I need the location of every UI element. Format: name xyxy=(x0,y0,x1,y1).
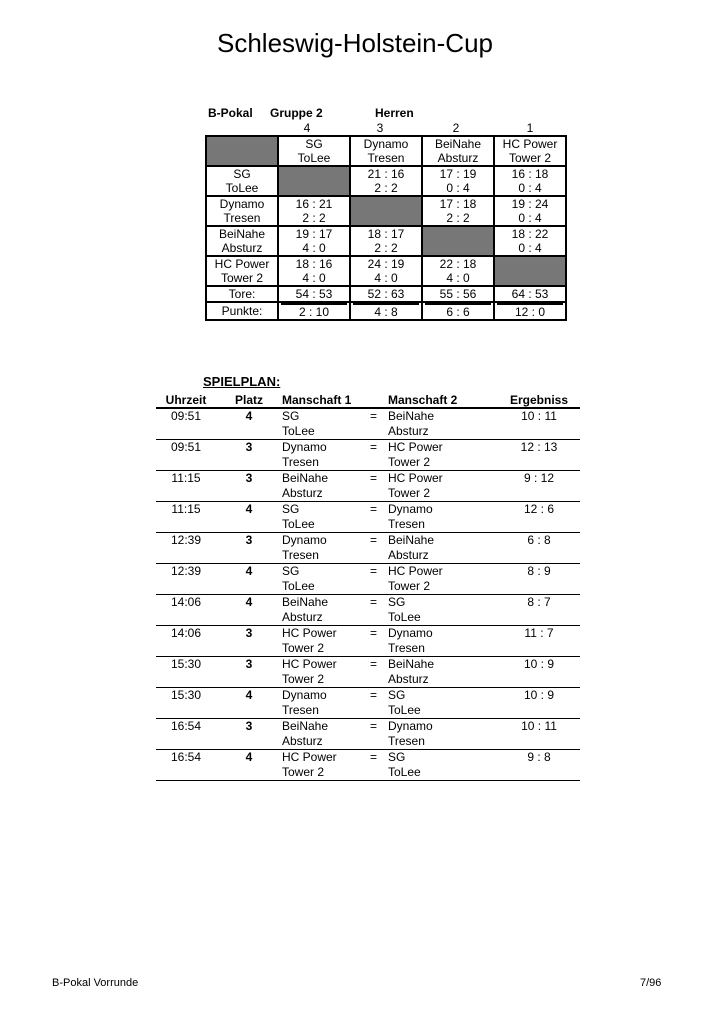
game-eq: = xyxy=(370,471,378,485)
game-time: 14:06 xyxy=(170,626,202,640)
game-team2-line1: BeiNahe xyxy=(388,657,435,671)
cell-line-1: 24 : 19 xyxy=(367,257,405,271)
self-cell xyxy=(494,256,566,286)
result-cell xyxy=(422,166,494,196)
cell-line-1: 21 : 16 xyxy=(367,167,405,181)
cell-line-1: 16 : 21 xyxy=(295,197,333,211)
result-cell xyxy=(278,256,350,286)
punkte-value xyxy=(278,302,350,320)
game-team2-line1: Dynamo xyxy=(388,719,433,733)
game-team1-line2: Tower 2 xyxy=(282,641,370,657)
game-team2-line2: Absturz xyxy=(388,672,498,688)
game-eq: = xyxy=(370,750,378,764)
cell-line-2: Tower 2 xyxy=(508,151,552,165)
cross-table xyxy=(205,135,567,321)
game-team2-line2: ToLee xyxy=(388,765,498,781)
empty-cell xyxy=(156,641,216,657)
game-row xyxy=(156,688,580,704)
footer-left: B-Pokal Vorrunde xyxy=(52,977,139,989)
cell-line-1: 22 : 18 xyxy=(439,257,477,271)
cell-line-1: Dynamo xyxy=(219,197,265,211)
game-time: 16:54 xyxy=(170,750,202,764)
game-row-cont xyxy=(156,579,580,595)
game-eq: = xyxy=(370,657,378,671)
empty-cell xyxy=(156,455,216,471)
cell-line-1: Dynamo xyxy=(363,137,409,151)
game-row-cont xyxy=(156,765,580,781)
game-eq: = xyxy=(370,626,378,640)
game-platz: 3 xyxy=(245,440,253,454)
game-row xyxy=(156,502,580,518)
game-team1-line1: SG xyxy=(282,564,300,578)
empty-cell xyxy=(370,734,388,750)
competition-label: B-Pokal xyxy=(208,106,253,120)
game-time: 16:54 xyxy=(170,719,202,733)
game-team2-line1: BeiNahe xyxy=(388,409,435,423)
empty-cell xyxy=(156,424,216,440)
self-cell xyxy=(350,196,422,226)
game-platz: 4 xyxy=(245,409,253,423)
game-result: 11 : 7 xyxy=(524,626,554,640)
result-cell xyxy=(422,196,494,226)
cell-line-2: Tresen xyxy=(367,151,405,165)
game-team1-line1: BeiNahe xyxy=(282,719,329,733)
game-time: 11:15 xyxy=(171,502,201,516)
cell-line-2: Tower 2 xyxy=(220,271,264,285)
cell-line-1: 19 : 17 xyxy=(295,227,333,241)
punkte-value xyxy=(494,302,566,320)
header-eq xyxy=(370,392,388,408)
cell-line-1: SG xyxy=(233,167,251,181)
game-platz: 3 xyxy=(245,471,253,485)
result-cell xyxy=(278,226,350,256)
tore-label: Tore: xyxy=(206,286,278,302)
cell-line-2: 2 : 2 xyxy=(302,211,326,225)
empty-cell xyxy=(156,548,216,564)
column-number: 3 xyxy=(376,121,384,135)
game-row-cont xyxy=(156,517,580,533)
game-row xyxy=(156,533,580,549)
cell-line-2: 0 : 4 xyxy=(518,241,542,255)
team-header xyxy=(494,136,566,166)
cell-line-2: 4 : 0 xyxy=(302,271,326,285)
tore-value: 55 : 56 xyxy=(422,286,494,302)
empty-cell xyxy=(216,517,282,533)
empty-cell xyxy=(370,765,388,781)
game-row xyxy=(156,626,580,642)
game-eq: = xyxy=(370,688,378,702)
column-number: 4 xyxy=(303,121,311,135)
game-team1-line1: SG xyxy=(282,409,300,423)
game-team1-line2: ToLee xyxy=(282,424,370,440)
empty-cell xyxy=(498,424,580,440)
game-platz: 3 xyxy=(245,533,253,547)
game-time: 12:39 xyxy=(170,564,202,578)
game-team1-line2: ToLee xyxy=(282,579,370,595)
game-platz: 4 xyxy=(245,564,253,578)
empty-cell xyxy=(156,517,216,533)
game-row-cont xyxy=(156,672,580,688)
punkte-label: Punkte: xyxy=(206,302,278,320)
game-row-cont xyxy=(156,486,580,502)
cell-line-2: 4 : 0 xyxy=(374,271,398,285)
game-result: 8 : 9 xyxy=(527,564,551,578)
game-team2-line2: Tower 2 xyxy=(388,486,498,502)
game-platz: 3 xyxy=(245,719,253,733)
game-result: 9 : 8 xyxy=(527,750,551,764)
cell-line-1: 18 : 22 xyxy=(511,227,549,241)
punkte-value xyxy=(350,302,422,320)
empty-cell xyxy=(216,672,282,688)
game-team1-line2: Absturz xyxy=(282,610,370,626)
cell-line-1: BeiNahe xyxy=(434,137,482,151)
game-team2-line2: Tresen xyxy=(388,734,498,750)
game-platz: 4 xyxy=(245,688,253,702)
game-result: 10 : 11 xyxy=(521,409,557,423)
result-cell xyxy=(350,226,422,256)
game-team2-line1: SG xyxy=(388,595,406,609)
game-team1-line1: SG xyxy=(282,502,300,516)
tore-value: 64 : 53 xyxy=(494,286,566,302)
empty-cell xyxy=(498,517,580,533)
game-row xyxy=(156,595,580,611)
game-eq: = xyxy=(370,502,378,516)
cell-line-2: 4 : 0 xyxy=(302,241,326,255)
game-team2-line2: Tower 2 xyxy=(388,579,498,595)
cell-line-2: 2 : 2 xyxy=(374,241,398,255)
game-row-cont xyxy=(156,641,580,657)
game-row-cont xyxy=(156,548,580,564)
punkte-value xyxy=(422,302,494,320)
row-team xyxy=(206,256,278,286)
empty-cell xyxy=(216,455,282,471)
row-team xyxy=(206,196,278,226)
column-number: 2 xyxy=(452,121,460,135)
game-team2-line1: SG xyxy=(388,688,406,702)
game-result: 12 : 13 xyxy=(520,440,558,454)
game-time: 12:39 xyxy=(170,533,202,547)
game-team2-line2: Absturz xyxy=(388,548,498,564)
game-team1-line1: HC Power xyxy=(282,626,337,640)
result-cell xyxy=(350,256,422,286)
game-row-cont xyxy=(156,703,580,719)
cell-line-2: 4 : 0 xyxy=(446,271,470,285)
game-row xyxy=(156,750,580,766)
game-team2-line2: Tower 2 xyxy=(388,455,498,471)
empty-cell xyxy=(498,486,580,502)
empty-cell xyxy=(370,641,388,657)
game-team1-line1: Dynamo xyxy=(282,688,327,702)
row-team xyxy=(206,226,278,256)
game-result: 9 : 12 xyxy=(523,471,555,485)
cell-line-2: 0 : 4 xyxy=(446,181,470,195)
game-result: 6 : 8 xyxy=(527,533,551,547)
game-row xyxy=(156,719,580,735)
header-result: Ergebniss xyxy=(498,392,580,408)
empty-cell xyxy=(370,548,388,564)
schedule-table xyxy=(156,392,580,781)
result-cell xyxy=(494,226,566,256)
game-row xyxy=(156,657,580,673)
self-cell xyxy=(422,226,494,256)
punkte-text: 2 : 10 xyxy=(281,303,347,319)
empty-cell xyxy=(370,424,388,440)
game-row xyxy=(156,440,580,456)
game-team2-line2: ToLee xyxy=(388,610,498,626)
result-cell xyxy=(422,256,494,286)
row-team xyxy=(206,166,278,196)
cell-line-1: 16 : 18 xyxy=(511,167,549,181)
game-time: 09:51 xyxy=(170,440,202,454)
cell-line-2: Absturz xyxy=(221,241,263,255)
game-platz: 4 xyxy=(245,595,253,609)
game-team1-line2: Absturz xyxy=(282,734,370,750)
cell-line-2: 0 : 4 xyxy=(518,181,542,195)
game-team1-line1: BeiNahe xyxy=(282,471,329,485)
category-label: Herren xyxy=(375,106,414,120)
empty-cell xyxy=(216,579,282,595)
punkte-text: 4 : 8 xyxy=(353,303,419,319)
game-result: 10 : 9 xyxy=(523,688,555,702)
game-eq: = xyxy=(370,440,378,454)
game-team1-line2: Tower 2 xyxy=(282,765,370,781)
empty-cell xyxy=(156,765,216,781)
tore-value: 54 : 53 xyxy=(278,286,350,302)
game-team1-line2: Tresen xyxy=(282,548,370,564)
corner-cell xyxy=(206,136,278,166)
cell-line-1: SG xyxy=(305,137,323,151)
empty-cell xyxy=(498,734,580,750)
game-row-cont xyxy=(156,424,580,440)
empty-cell xyxy=(216,610,282,626)
empty-cell xyxy=(156,579,216,595)
game-eq: = xyxy=(370,564,378,578)
game-team2-line2: Absturz xyxy=(388,424,498,440)
game-time: 11:15 xyxy=(171,471,201,485)
empty-cell xyxy=(498,579,580,595)
empty-cell xyxy=(370,455,388,471)
game-team2-line1: HC Power xyxy=(388,471,443,485)
game-team1-line1: HC Power xyxy=(282,657,337,671)
game-eq: = xyxy=(370,533,378,547)
game-eq: = xyxy=(370,595,378,609)
cell-line-1: 17 : 19 xyxy=(439,167,477,181)
empty-cell xyxy=(498,455,580,471)
game-team2-line1: HC Power xyxy=(388,440,443,454)
cell-line-2: Tresen xyxy=(223,211,261,225)
empty-cell xyxy=(216,765,282,781)
empty-cell xyxy=(156,703,216,719)
game-team1-line2: Absturz xyxy=(282,486,370,502)
cell-line-2: 2 : 2 xyxy=(374,181,398,195)
game-eq: = xyxy=(370,409,378,423)
game-team1-line2: ToLee xyxy=(282,517,370,533)
cross-header-row xyxy=(206,136,566,166)
game-team1-line2: Tresen xyxy=(282,703,370,719)
game-row xyxy=(156,564,580,580)
tore-value: 52 : 63 xyxy=(350,286,422,302)
empty-cell xyxy=(498,703,580,719)
empty-cell xyxy=(370,517,388,533)
team-header xyxy=(350,136,422,166)
game-row-cont xyxy=(156,610,580,626)
cell-line-1: HC Power xyxy=(214,257,270,271)
result-cell xyxy=(350,166,422,196)
empty-cell xyxy=(156,610,216,626)
game-platz: 4 xyxy=(245,750,253,764)
game-team2-line1: BeiNahe xyxy=(388,533,435,547)
game-team1-line1: HC Power xyxy=(282,750,337,764)
game-team2-line2: Tresen xyxy=(388,517,498,533)
group-label: Gruppe 2 xyxy=(270,106,323,120)
game-team2-line1: Dynamo xyxy=(388,502,433,516)
result-cell xyxy=(494,166,566,196)
game-time: 14:06 xyxy=(170,595,202,609)
cell-line-2: 0 : 4 xyxy=(518,211,542,225)
game-platz: 3 xyxy=(245,657,253,671)
cross-row xyxy=(206,256,566,286)
game-time: 15:30 xyxy=(170,657,202,671)
empty-cell xyxy=(498,610,580,626)
empty-cell xyxy=(216,486,282,502)
team-header xyxy=(278,136,350,166)
page-number: 7/96 xyxy=(640,977,662,989)
empty-cell xyxy=(156,734,216,750)
cross-row xyxy=(206,196,566,226)
empty-cell xyxy=(156,486,216,502)
game-team2-line1: Dynamo xyxy=(388,626,433,640)
cross-row xyxy=(206,166,566,196)
empty-cell xyxy=(216,734,282,750)
game-team1-line2: Tower 2 xyxy=(282,672,370,688)
result-cell xyxy=(278,196,350,226)
cell-line-1: 18 : 17 xyxy=(367,227,405,241)
game-team1-line1: Dynamo xyxy=(282,440,327,454)
game-result: 8 : 7 xyxy=(527,595,551,609)
cell-line-2: ToLee xyxy=(297,151,331,165)
cell-line-2: Absturz xyxy=(437,151,479,165)
team-header xyxy=(422,136,494,166)
result-cell xyxy=(494,196,566,226)
cross-row xyxy=(206,226,566,256)
empty-cell xyxy=(498,548,580,564)
cell-line-2: ToLee xyxy=(225,181,259,195)
empty-cell xyxy=(498,672,580,688)
game-team1-line2: Tresen xyxy=(282,455,370,471)
tore-row xyxy=(206,286,566,302)
empty-cell xyxy=(156,672,216,688)
empty-cell xyxy=(370,672,388,688)
game-team2-line1: SG xyxy=(388,750,406,764)
cell-line-1: 19 : 24 xyxy=(511,197,549,211)
game-team1-line1: Dynamo xyxy=(282,533,327,547)
header-platz: Platz xyxy=(216,392,282,408)
cell-line-1: 18 : 16 xyxy=(295,257,333,271)
cell-line-1: 17 : 18 xyxy=(439,197,477,211)
game-time: 09:51 xyxy=(170,409,202,423)
game-row xyxy=(156,471,580,487)
empty-cell xyxy=(370,610,388,626)
cell-line-2: 2 : 2 xyxy=(446,211,470,225)
empty-cell xyxy=(370,486,388,502)
empty-cell xyxy=(216,703,282,719)
game-team2-line1: HC Power xyxy=(388,564,443,578)
game-team1-line1: BeiNahe xyxy=(282,595,329,609)
punkte-row xyxy=(206,302,566,320)
schedule-header-row xyxy=(156,392,580,408)
game-platz: 4 xyxy=(245,502,253,516)
punkte-text: 6 : 6 xyxy=(425,303,491,319)
spielplan-title: SPIELPLAN: xyxy=(203,374,281,389)
game-result: 12 : 6 xyxy=(523,502,555,516)
empty-cell xyxy=(216,548,282,564)
game-row xyxy=(156,408,580,424)
game-row-cont xyxy=(156,734,580,750)
game-time: 15:30 xyxy=(170,688,202,702)
header-team2: Manschaft 2 xyxy=(388,392,498,408)
game-platz: 3 xyxy=(245,626,253,640)
empty-cell xyxy=(498,641,580,657)
game-result: 10 : 9 xyxy=(523,657,555,671)
empty-cell xyxy=(370,703,388,719)
game-eq: = xyxy=(370,719,378,733)
header-time: Uhrzeit xyxy=(156,392,216,408)
cell-line-1: HC Power xyxy=(502,137,558,151)
empty-cell xyxy=(216,424,282,440)
game-row-cont xyxy=(156,455,580,471)
self-cell xyxy=(278,166,350,196)
empty-cell xyxy=(216,641,282,657)
punkte-text: 12 : 0 xyxy=(497,303,563,319)
cell-line-1: BeiNahe xyxy=(218,227,266,241)
game-team2-line2: ToLee xyxy=(388,703,498,719)
header-team1: Manschaft 1 xyxy=(282,392,370,408)
game-result: 10 : 11 xyxy=(521,719,557,733)
page-title: Schleswig-Holstein-Cup xyxy=(217,28,493,58)
empty-cell xyxy=(370,579,388,595)
game-team2-line2: Tresen xyxy=(388,641,498,657)
column-number: 1 xyxy=(526,121,534,135)
empty-cell xyxy=(498,765,580,781)
